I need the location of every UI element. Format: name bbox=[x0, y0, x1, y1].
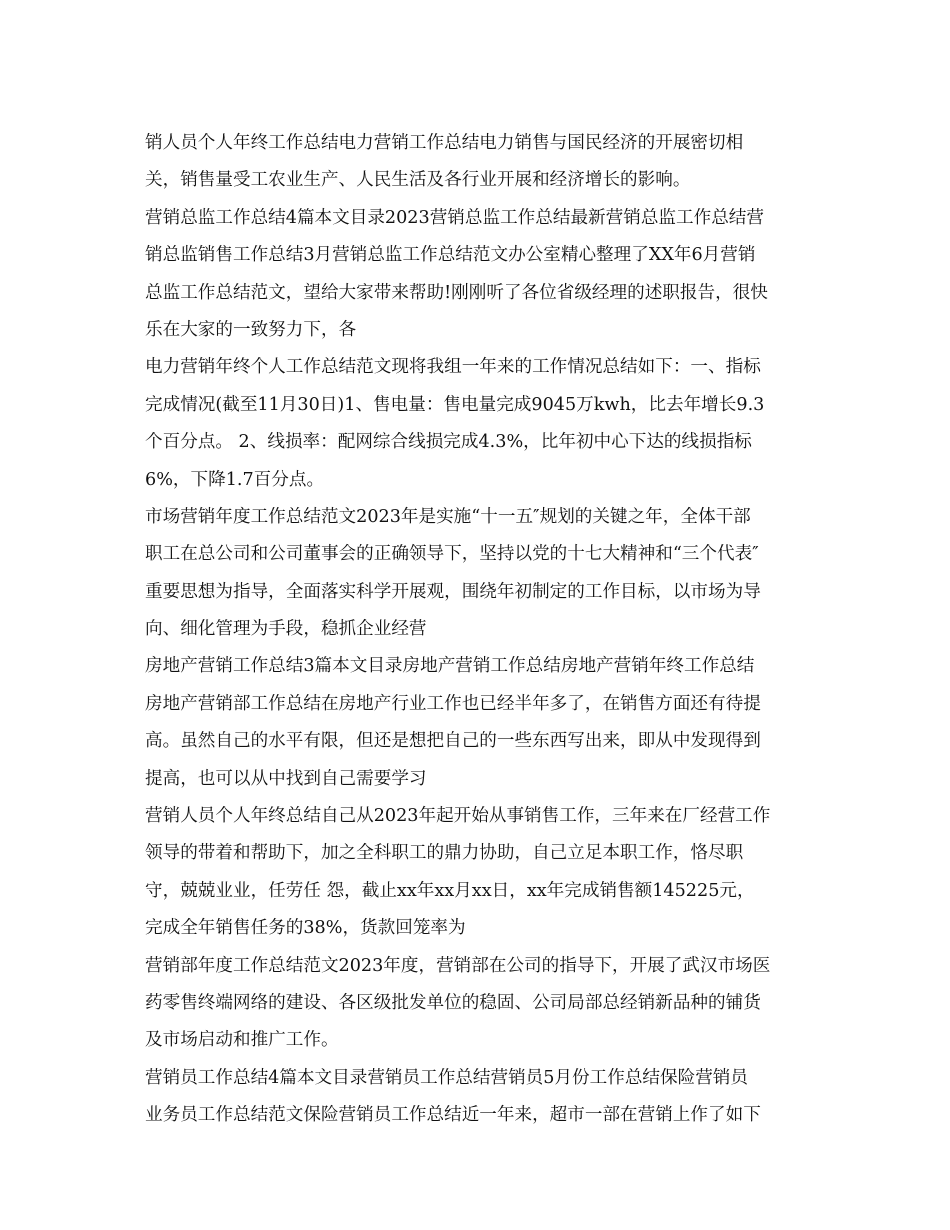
text-line: 关，销售量受工农业生产、人民生活及各行业开展和经济增长的影响。 bbox=[145, 170, 691, 191]
text-line: 高。虽然自己的水平有限，但还是想把自己的一些东西写出来，即从中发现得到 bbox=[145, 731, 761, 752]
text-line: 提高，也可以从中找到自己需要学习 bbox=[145, 768, 427, 789]
text-line: 销总监销售工作总结3月营销总监工作总结范文办公室精心整理了XX年6月营销 bbox=[145, 245, 756, 266]
document-body bbox=[145, 128, 805, 1138]
text-line: 药零售终端网络的建设、各区级批发单位的稳固、公司局部总经销新品种的铺货 bbox=[145, 992, 761, 1013]
text-line: 营销人员个人年终总结自己从2023年起开始从事销售工作，三年来在厂经营工作 bbox=[145, 806, 771, 827]
text-line: 向、细化管理为手段，稳抓企业经营 bbox=[145, 619, 427, 640]
text-line: 房地产营销工作总结3篇本文目录房地产营销工作总结房地产营销年终工作总结 bbox=[145, 656, 755, 677]
text-line: 营销员工作总结4篇本文目录营销员工作总结营销员5月份工作总结保险营销员 bbox=[145, 1067, 748, 1088]
text-line: 及市场启动和推广工作。 bbox=[145, 1030, 339, 1051]
text-line: 房地产营销部工作总结在房地产行业工作也已经半年多了，在销售方面还有待提 bbox=[145, 693, 761, 714]
text-line: 销人员个人年终工作总结电力营销工作总结电力销售与国民经济的开展密切相 bbox=[145, 133, 744, 153]
text-line: 守，兢兢业业，任劳任 怨，截止xx年xx月xx日，xx年完成销售额145225元， bbox=[145, 880, 755, 901]
text-line: 完成全年销售任务的38%，货款回笼率为 bbox=[145, 918, 466, 939]
text-line: 完成情况(截至11月30日)1、售电量：售电量完成9045万kwh，比去年增长9.3 bbox=[145, 394, 765, 415]
text-line: 重要思想为指导，全面落实科学开展观，围绕年初制定的工作目标，以市场为导 bbox=[145, 581, 761, 602]
text-line: 个百分点。 2、线损率：配网综合线损完成4.3%，比年初中心下达的线损指标 bbox=[145, 432, 752, 453]
text-line: 业务员工作总结范文保险营销员工作总结近一年来，超市一部在营销上作了如下 bbox=[145, 1105, 761, 1126]
text-line: 电力营销年终个人工作总结范文现将我组一年来的工作情况总结如下：一、指标 bbox=[145, 357, 761, 378]
text-line: 6%，下降1.7百分点。 bbox=[145, 469, 325, 490]
text-line: 市场营销年度工作总结范文2023年是实施“十一五″规划的关键之年，全体干部 bbox=[145, 506, 751, 527]
text-line: 领导的带着和帮助下，加之全科职工的鼎力协助，自己立足本职工作，恪尽职 bbox=[145, 843, 744, 864]
text-line: 总监工作总结范文，望给大家带来帮助!刚刚听了各位省级经理的述职报告，很快 bbox=[145, 282, 768, 303]
text-line: 营销部年度工作总结范文2023年度，营销部在公司的指导下，开展了武汉市场医 bbox=[145, 955, 771, 976]
text-line: 职工在总公司和公司董事会的正确领导下，坚持以党的十七大精神和“三个代表″ bbox=[145, 544, 759, 565]
text-line: 营销总监工作总结4篇本文目录2023营销总监工作总结最新营销总监工作总结营 bbox=[145, 207, 764, 228]
text-line: 乐在大家的一致努力下，各 bbox=[145, 319, 357, 340]
